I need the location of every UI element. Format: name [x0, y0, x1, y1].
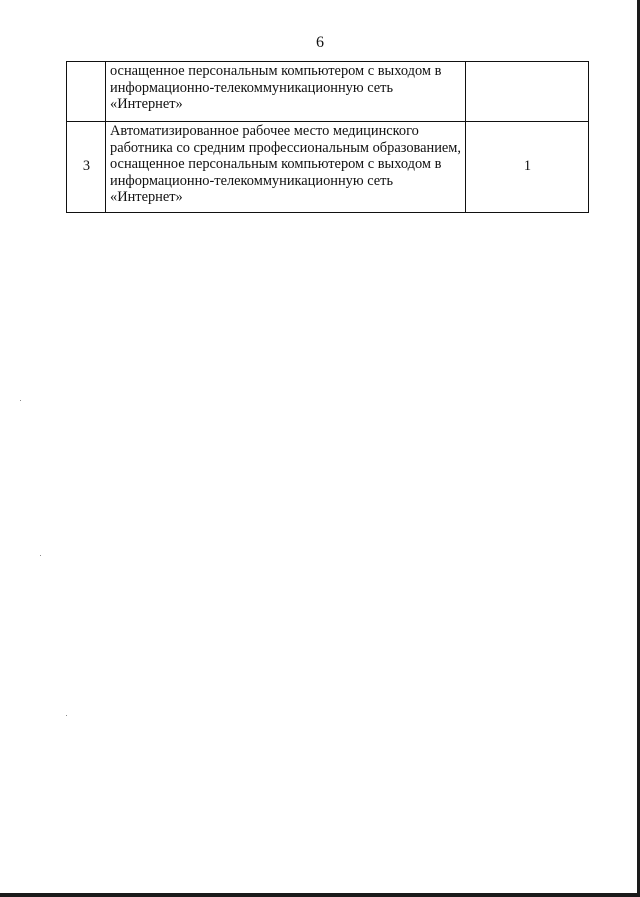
scan-speck [40, 555, 41, 556]
scan-speck [20, 400, 21, 401]
page-number: 6 [316, 34, 324, 51]
row-number-cell: 3 [67, 122, 106, 213]
table-row [67, 122, 589, 213]
item-description-cell: Автоматизированное рабочее место медицинского работника со средним профессиональным образованием, оснащенное персональным компьютером с выходом в информационно-телекоммуникационную сеть «Интернет» [106, 122, 466, 213]
quantity-cell: 1 [466, 122, 589, 213]
table-row [67, 62, 589, 122]
item-description-cell: оснащенное персональным компьютером с выходом в информационно-телекоммуникационную сеть «Интернет» [106, 62, 466, 122]
scan-edge-bottom [0, 893, 640, 897]
scan-speck [66, 715, 67, 716]
equipment-table [66, 61, 589, 213]
quantity-cell [466, 62, 589, 122]
row-number-cell [67, 62, 106, 122]
